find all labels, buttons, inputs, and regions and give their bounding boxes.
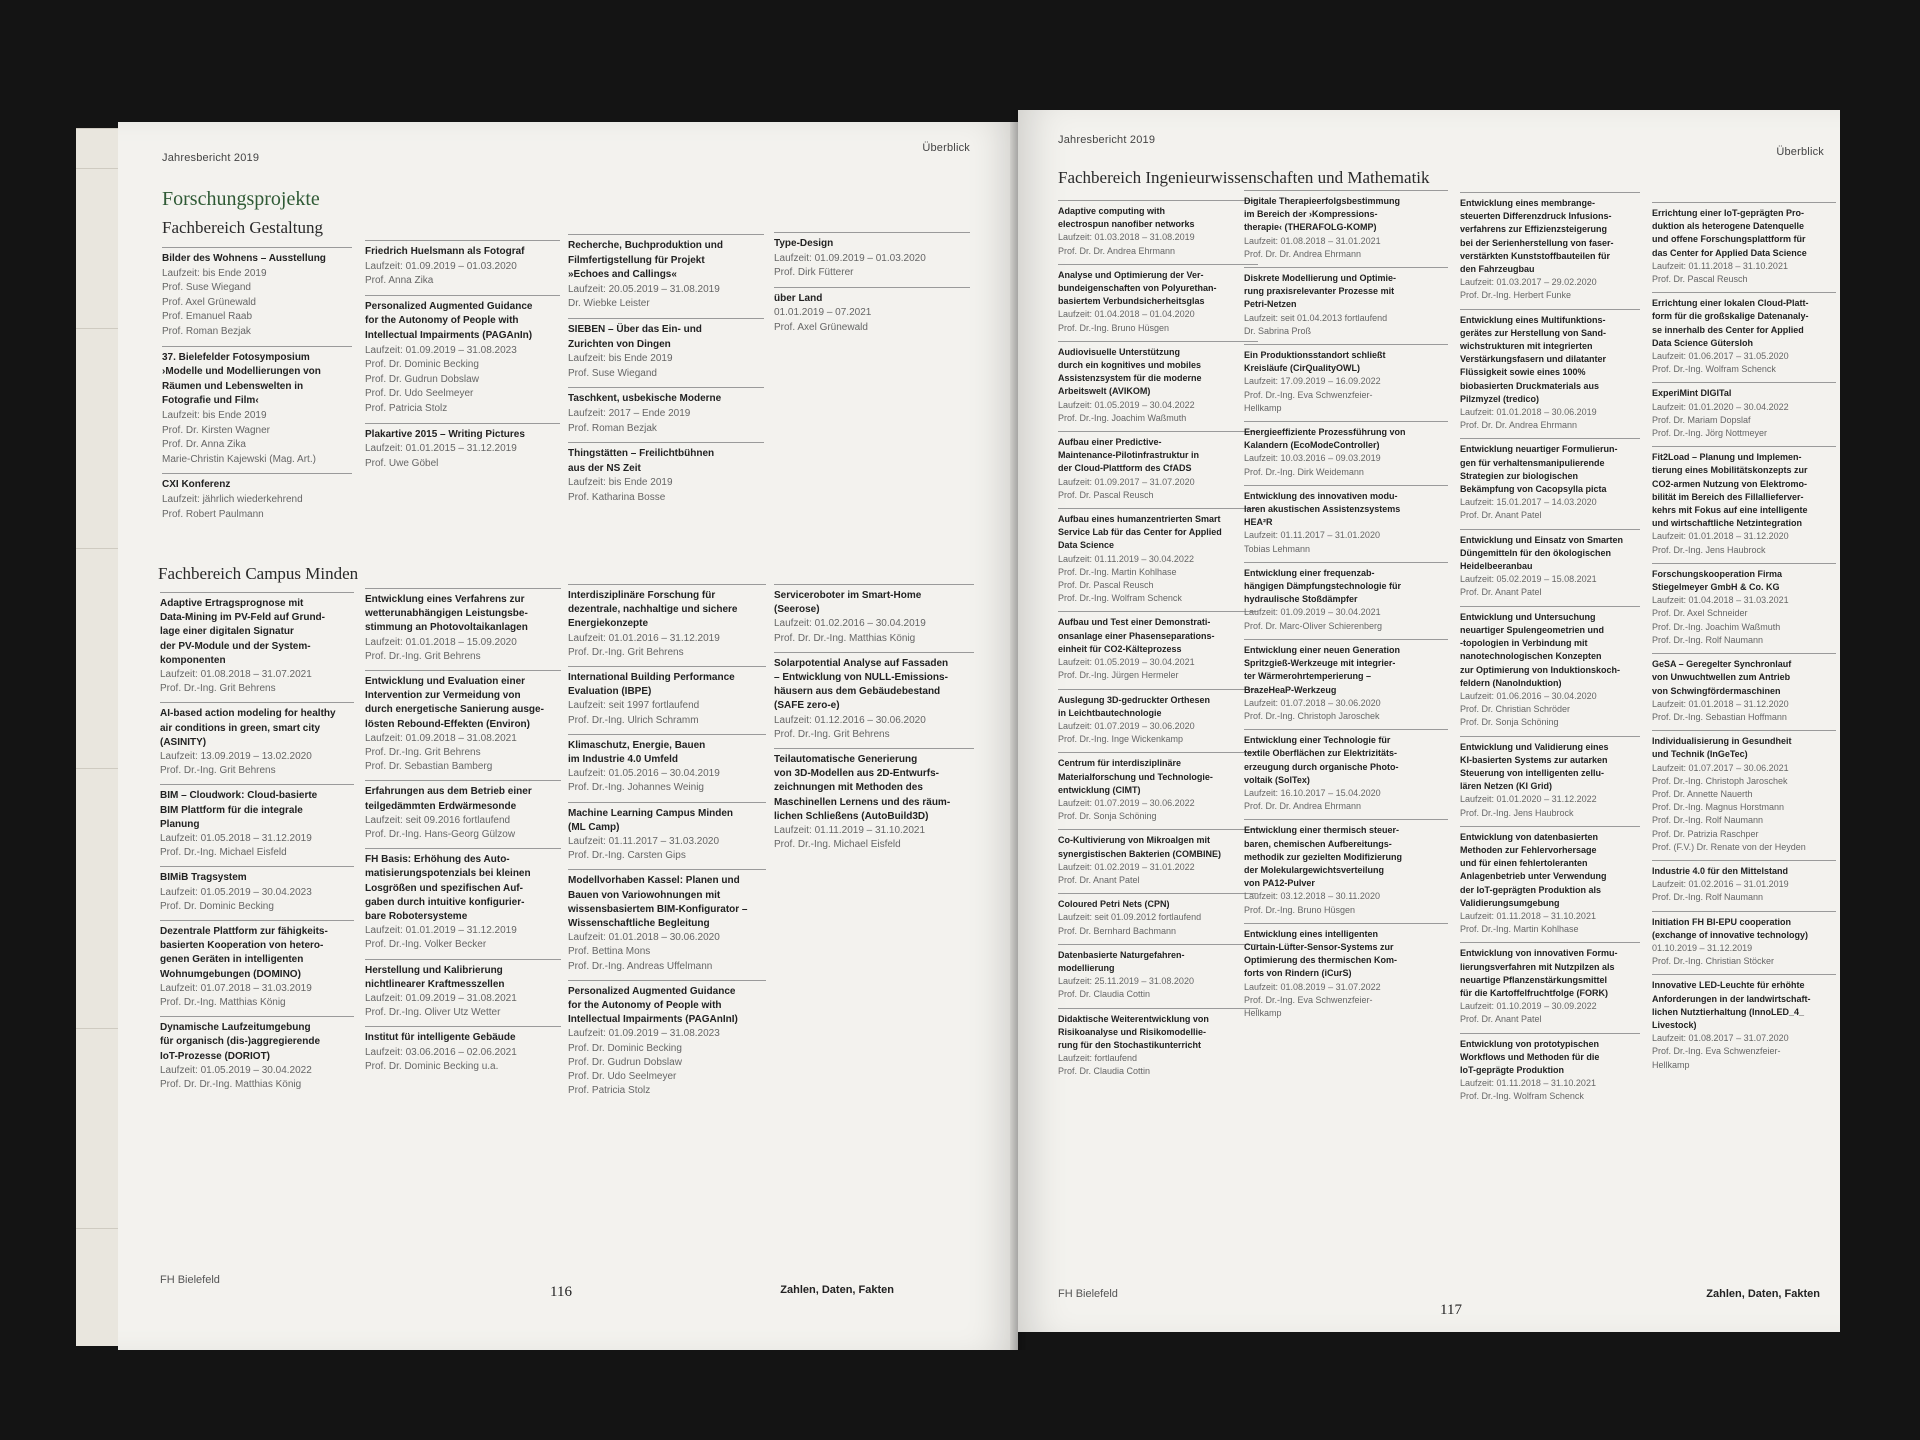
- project-entry: CXI Konferenz Laufzeit: jährlich wiederkehrend Prof. Robert Paulmann: [162, 473, 352, 522]
- project-entry: Entwicklung und Einsatz von Smarten Düngemitteln für den ökologischen Heidelbeeranbau Laufzeit: 05.02.2019 – 15.08.2021 Prof. Dr. Anant Patel: [1460, 529, 1640, 600]
- ing-col-4: [1652, 202, 1836, 1078]
- right-page: [1018, 110, 1840, 1332]
- project-entry: Entwicklung und Untersuchung neuartiger Spulengeometrien und -topologien in Verbindung mit nanotechnologischen Konzepten zur Optimierung von Induktionskoch- feldern (NanoInduktion) Laufzeit: 01.06.2016 – 30.04.2020 Prof. Dr. Christian Schröder Prof. Dr. Sonja Schöning: [1460, 606, 1640, 730]
- project-entry: SIEBEN – Über das Ein- und Zurichten von Dingen Laufzeit: bis Ende 2019 Prof. Suse Wiegand: [568, 318, 764, 381]
- project-entry: Interdisziplinäre Forschung für dezentrale, nachhaltige und sichere Energiekonzepte Laufzeit: 01.01.2016 – 31.12.2019 Prof. Dr.-Ing. Grit Behrens: [568, 584, 766, 660]
- project-entry: Aufbau einer Predictive- Maintenance-Pilotinfrastruktur in der Cloud-Plattform des CfADS Laufzeit: 01.09.2017 – 31.07.2020 Prof. Dr. Pascal Reusch: [1058, 431, 1258, 502]
- project-entry: Coloured Petri Nets (CPN) Laufzeit: seit 01.09.2012 fortlaufend Prof. Dr. Bernhard Bachmann: [1058, 893, 1258, 938]
- ing-col-3: [1460, 192, 1640, 1110]
- project-entry: Aufbau und Test einer Demonstrati- onsanlage einer Phasenseparations- einheit für CO2-Kälteprozess Laufzeit: 01.05.2019 – 30.04.2021 Prof. Dr.-Ing. Jürgen Hermeler: [1058, 611, 1258, 682]
- minden-col-3: [568, 584, 766, 1105]
- ing-col-1: [1058, 200, 1258, 1085]
- project-entry: BIM – Cloudwork: Cloud-basierte BIM Plattform für die integrale Planung Laufzeit: 01.05.2018 – 31.12.2019 Prof. Dr.-Ing. Michael Eisfeld: [160, 784, 354, 860]
- project-entry: Adaptive computing with electrospun nanofiber networks Laufzeit: 01.03.2018 – 31.08.2019 Prof. Dr. Dr. Andrea Ehrmann: [1058, 200, 1258, 258]
- project-entry: Entwicklung eines intelligenten Curtain-Lüfter-Sensor-Systems zur Optimierung des thermischen Kom- forts von Rindern (iCurS) Laufzeit: 01.08.2019 – 31.07.2022 Prof. Dr.-Ing. Eva Schwenzfeier- Hellkamp: [1244, 923, 1448, 1020]
- project-entry: Entwicklung eines Multifunktions- gerätes zur Herstellung von Sand- wichstrukturen mit integrierten Verstärkungsfasern und dilatanter Flüssigkeit sowie eines 100% biobasierten Druckmaterials aus Pilzmyzel (tredico) Laufzeit: 01.01.2018 – 30.06.2019 Prof. Dr. Dr. Andrea Ehrmann: [1460, 309, 1640, 433]
- project-entry: Forschungskooperation Firma Stiegelmeyer GmbH & Co. KG Laufzeit: 01.04.2018 – 31.03.2021 Prof. Dr. Axel Schneider Prof. Dr.-Ing. Joachim Waßmuth Prof. Dr.-Ing. Rolf Naumann: [1652, 563, 1836, 647]
- project-entry: GeSA – Geregelter Synchronlauf von Unwuchtwellen zum Antrieb von Schwingfördermaschinen Laufzeit: 01.01.2018 – 31.12.2020 Prof. Dr.-Ing. Sebastian Hoffmann: [1652, 653, 1836, 724]
- project-entry: Analyse und Optimierung der Ver- bundeigenschaften von Polyurethan- basiertem Verbundsicherheitsglas Laufzeit: 01.04.2018 – 01.04.2020 Prof. Dr.-Ing. Bruno Hüsgen: [1058, 264, 1258, 335]
- header-right: Überblick: [1776, 146, 1824, 158]
- project-entry: Entwicklung neuartiger Formulierun- gen für verhaltensmanipulierende Strategien zur biologischen Bekämpfung von Cacopsylla picta Laufzeit: 15.01.2017 – 14.03.2020 Prof. Dr. Anant Patel: [1460, 438, 1640, 522]
- project-entry: Ein Produktionsstandort schließt Kreisläufe (CirQualityOWL) Laufzeit: 17.09.2019 – 16.09.2022 Prof. Dr.-Ing. Eva Schwenzfeier- Hellkamp: [1244, 344, 1448, 415]
- project-entry: Adaptive Ertragsprognose mit Data-Mining im PV-Feld auf Grund- lage einer digitalen Signatur der PV-Module und der System- komponenten Laufzeit: 01.08.2018 – 31.07.2021 Prof. Dr.-Ing. Grit Behrens: [160, 592, 354, 696]
- project-entry: Machine Learning Campus Minden (ML Camp) Laufzeit: 01.11.2017 – 31.03.2020 Prof. Dr.-Ing. Carsten Gips: [568, 802, 766, 864]
- project-entry: Entwicklung einer thermisch steuer- baren, chemischen Aufbereitungs- methodik zur gezielten Modifizierung der Molekulargewichtsverteilung von PA12-Pulver Laufzeit: 03.12.2018 – 30.11.2020 Prof. Dr.-Ing. Bruno Hüsgen: [1244, 819, 1448, 916]
- page-number: 116: [550, 1284, 572, 1300]
- project-entry: Serviceroboter im Smart-Home (Seerose) Laufzeit: 01.02.2016 – 30.04.2019 Prof. Dr. Dr.-Ing. Matthias König: [774, 584, 974, 646]
- project-entry: Entwicklung und Evaluation einer Intervention zur Vermeidung von durch energetische Sanierung ausge- lösten Rebound-Effekten (Environ) Laufzeit: 01.09.2018 – 31.08.2021 Prof. Dr.-Ing. Grit Behrens Prof. Dr. Sebastian Bamberg: [365, 670, 561, 774]
- project-entry: Erfahrungen aus dem Betrieb einer teilgedämmten Erdwärmesonde Laufzeit: seit 09.2016 fortlaufend Prof. Dr.-Ing. Hans-Georg Gülzow: [365, 780, 561, 842]
- project-entry: Entwicklung einer Technologie für textile Oberflächen zur Elektrizitäts- erzeugung durch organische Photo- voltaik (SolTex) Laufzeit: 16.10.2017 – 15.04.2020 Prof. Dr. Dr. Andrea Ehrmann: [1244, 729, 1448, 813]
- project-entry: International Building Performance Evaluation (IBPE) Laufzeit: seit 1997 fortlaufend Prof. Dr.-Ing. Ulrich Schramm: [568, 666, 766, 728]
- project-entry: Type-Design Laufzeit: 01.09.2019 – 01.03.2020 Prof. Dirk Fütterer: [774, 232, 970, 281]
- project-entry: Institut für intelligente Gebäude Laufzeit: 03.06.2016 – 02.06.2021 Prof. Dr. Dominic Becking u.a.: [365, 1026, 561, 1074]
- gestaltung-col-3: [568, 234, 764, 512]
- project-entry: Aufbau eines humanzentrierten Smart Service Lab für das Center for Applied Data Science Laufzeit: 01.11.2019 – 30.04.2022 Prof. Dr.-Ing. Martin Kohlhase Prof. Dr. Pascal Reusch Prof. Dr.-Ing. Wolfram Schenck: [1058, 508, 1258, 605]
- project-entry: Digitale Therapieerfolgsbestimmung im Bereich der ›Kompressions- therapie‹ (THERAFOLG-KOMP) Laufzeit: 01.08.2018 – 31.01.2021 Prof. Dr. Dr. Andrea Ehrmann: [1244, 190, 1448, 261]
- project-entry: Teilautomatische Generierung von 3D-Modellen aus 2D-Entwurfs- zeichnungen mit Methoden des Maschinellen Lernens und des räum- lichen Schließens (AutoBuild3D) Laufzeit: 01.11.2019 – 31.10.2021 Prof. Dr.-Ing. Michael Eisfeld: [774, 748, 974, 852]
- project-entry: 37. Bielefelder Fotosymposium ›Modelle und Modellierungen von Räumen und Lebenswelten in Fotografie und Film‹ Laufzeit: bis Ende 2019 Prof. Dr. Kirsten Wagner Prof. Dr. Anna Zika Marie-Christin Kajewski (Mag. Art.): [162, 346, 352, 468]
- project-entry: Bilder des Wohnens – Ausstellung Laufzeit: bis Ende 2019 Prof. Suse Wiegand Prof. Axel Grünewald Prof. Emanuel Raab Prof. Roman Bezjak: [162, 247, 352, 340]
- left-page: [118, 122, 1018, 1350]
- project-entry: Entwicklung einer frequenzab- hängigen Dämpfungstechnologie für hydraulische Stoßdämpfer Laufzeit: 01.09.2019 – 30.04.2021 Prof. Dr. Marc-Oliver Schierenberg: [1244, 562, 1448, 633]
- project-entry: Personalized Augmented Guidance for the Autonomy of People with Intellectual Impairments (PAGAnInI) Laufzeit: 01.09.2019 – 31.08.2023 Prof. Dr. Dominic Becking Prof. Dr. Gudrun Dobslaw Prof. Dr. Udo Seelmeyer Prof. Patricia Stolz: [568, 980, 766, 1099]
- header-right: Überblick: [922, 142, 970, 154]
- project-entry: Errichtung einer lokalen Cloud-Platt- form für die großskalige Datenanaly- se innerhalb des Center for Applied Data Science Gütersloh Laufzeit: 01.06.2017 – 31.05.2020 Prof. Dr.-Ing. Wolfram Schenck: [1652, 292, 1836, 376]
- gestaltung-col-2: [365, 240, 560, 477]
- footer-left: FH Bielefeld: [1058, 1288, 1118, 1300]
- footer-right: Zahlen, Daten, Fakten: [780, 1284, 894, 1296]
- section-title: Fachbereich Ingenieurwissenschaften und Mathematik: [1058, 168, 1430, 187]
- project-entry: Individualisierung in Gesundheit und Technik (InGeTec) Laufzeit: 01.07.2017 – 30.06.2021 Prof. Dr.-Ing. Christoph Jaroschek Prof. Dr. Annette Nauerth Prof. Dr.-Ing. Magnus Horstmann Prof. Dr.-Ing. Rolf Naumann Prof. Dr. Patrizia Raschper Prof. (F.V.) Dr. Renate von der Heyden: [1652, 730, 1836, 854]
- project-entry: Initiation FH BI-EPU cooperation (exchange of innovative technology) 01.10.2019 – 31.12.2019 Prof. Dr.-Ing. Christian Stöcker: [1652, 911, 1836, 969]
- header-left: Jahresbericht 2019: [162, 152, 260, 164]
- project-entry: Taschkent, usbekische Moderne Laufzeit: 2017 – Ende 2019 Prof. Roman Bezjak: [568, 387, 764, 436]
- project-entry: Audiovisuelle Unterstützung durch ein kognitives und mobiles Assistenzsystem für die moderne Arbeitswelt (AVIKOM) Laufzeit: 01.05.2019 – 30.04.2022 Prof. Dr.-Ing. Joachim Waßmuth: [1058, 341, 1258, 425]
- gestaltung-col-1: [162, 247, 352, 528]
- footer-right: Zahlen, Daten, Fakten: [1706, 1288, 1820, 1300]
- footer-left: FH Bielefeld: [160, 1274, 220, 1286]
- project-entry: Plakartive 2015 – Writing Pictures Laufzeit: 01.01.2015 – 31.12.2019 Prof. Uwe Göbel: [365, 423, 560, 472]
- section-title: Forschungsprojekte: [162, 188, 320, 210]
- project-entry: Didaktische Weiterentwicklung von Risikoanalyse und Risikomodellie- rung für den Stochastikunterricht Laufzeit: fortlaufend Prof. Dr. Claudia Cottin: [1058, 1008, 1258, 1079]
- project-entry: Fit2Load – Planung und Implemen- tierung eines Mobilitätskonzepts zur CO2-armen Nutzung von Elektromo- bilität im Bereich des Fillallieferver- kehrs mit Fokus auf eine intelligente und wirtschaftliche Netzintegration Laufzeit: 01.01.2018 – 31.12.2020 Prof. Dr.-Ing. Jens Haubrock: [1652, 446, 1836, 557]
- project-entry: Klimaschutz, Energie, Bauen im Industrie 4.0 Umfeld Laufzeit: 01.05.2016 – 30.04.2019 Prof. Dr.-Ing. Johannes Weinig: [568, 734, 766, 796]
- minden-col-2: [365, 588, 561, 1080]
- project-entry: Co-Kultivierung von Mikroalgen mit synergistischen Bakterien (COMBINE) Laufzeit: 01.02.2019 – 31.01.2022 Prof. Dr. Anant Patel: [1058, 829, 1258, 887]
- project-entry: Dezentrale Plattform zur fähigkeits- basierten Kooperation von hetero- genen Geräten in intelligenten Wohnumgebungen (DOMINO) Laufzeit: 01.07.2018 – 31.03.2019 Prof. Dr.-Ing. Matthias König: [160, 920, 354, 1010]
- project-entry: Modellvorhaben Kassel: Planen und Bauen von Variowohnungen mit wissensbasiertem BIM-Konfigurator – Wissenschaftliche Begleitung Laufzeit: 01.01.2018 – 30.06.2020 Prof. Bettina Mons Prof. Dr.-Ing. Andreas Uffelmann: [568, 869, 766, 973]
- project-entry: Innovative LED-Leuchte für erhöhte Anforderungen in der landwirtschaft- lichen Nutztierhaltung (InnoLED_4_ Livestock) Laufzeit: 01.08.2017 – 31.07.2020 Prof. Dr.-Ing. Eva Schwenzfeier- Hellkamp: [1652, 974, 1836, 1071]
- project-entry: BIMiB Tragsystem Laufzeit: 01.05.2019 – 30.04.2023 Prof. Dr. Dominic Becking: [160, 866, 354, 914]
- project-entry: Personalized Augmented Guidance for the Autonomy of People with Intellectual Impairments (PAGAnIn) Laufzeit: 01.09.2019 – 31.08.2023 Prof. Dr. Dominic Becking Prof. Dr. Gudrun Dobslaw Prof. Dr. Udo Seelmeyer Prof. Patricia Stolz: [365, 295, 560, 417]
- project-entry: AI-based action modeling for healthy air conditions in green, smart city (ASINITY) Laufzeit: 13.09.2019 – 13.02.2020 Prof. Dr.-Ing. Grit Behrens: [160, 702, 354, 778]
- page-number: 117: [1440, 1302, 1462, 1318]
- project-entry: Industrie 4.0 für den Mittelstand Laufzeit: 01.02.2016 – 31.01.2019 Prof. Dr.-Ing. Rolf Naumann: [1652, 860, 1836, 905]
- minden-col-4: [774, 584, 974, 858]
- ing-col-2: [1244, 190, 1448, 1026]
- project-entry: Dynamische Laufzeitumgebung für organisch (dis-)aggregierende IoT-Prozesse (DORIOT) Laufzeit: 01.05.2019 – 30.04.2022 Prof. Dr. Dr.-Ing. Matthias König: [160, 1016, 354, 1092]
- section-subtitle-minden: Fachbereich Campus Minden: [158, 564, 359, 583]
- project-entry: Friedrich Huelsmann als Fotograf Laufzeit: 01.09.2019 – 01.03.2020 Prof. Anna Zika: [365, 240, 560, 289]
- project-entry: Herstellung und Kalibrierung nichtlinearer Kraftmesszellen Laufzeit: 01.09.2019 – 31.08.2021 Prof. Dr.-Ing. Oliver Utz Wetter: [365, 959, 561, 1021]
- project-entry: Thingstätten – Freilichtbühnen aus der NS Zeit Laufzeit: bis Ende 2019 Prof. Katharina Bosse: [568, 442, 764, 505]
- project-entry: FH Basis: Erhöhung des Auto- matisierungspotenzials bei kleinen Losgrößen und spezifischen Auf- gaben durch intuitive konfigurier- bare Robotersysteme Laufzeit: 01.01.2019 – 31.12.2019 Prof. Dr.-Ing. Volker Becker: [365, 848, 561, 952]
- project-entry: Solarpotential Analyse auf Fassaden – Entwicklung von NULL-Emissions- häusern aus dem Gebäudebestand (SAFE zero-e) Laufzeit: 01.12.2016 – 30.06.2020 Prof. Dr.-Ing. Grit Behrens: [774, 652, 974, 742]
- project-entry: Recherche, Buchproduktion und Filmfertigstellung für Projekt »Echoes and Callings« Laufzeit: 20.05.2019 – 31.08.2019 Dr. Wiebke Leister: [568, 234, 764, 312]
- project-entry: Entwicklung und Validierung eines KI-basierten Systems zur autarken Steuerung von intelligenten zellu- lären Netzen (KI Grid) Laufzeit: 01.01.2020 – 31.12.2022 Prof. Dr.-Ing. Jens Haubrock: [1460, 736, 1640, 820]
- project-entry: Auslegung 3D-gedruckter Orthesen in Leichtbautechnologie Laufzeit: 01.07.2019 – 30.06.2020 Prof. Dr.-Ing. Inge Wickenkamp: [1058, 689, 1258, 747]
- project-entry: Entwicklung von innovativen Formu- lierungsverfahren mit Nutzpilzen als neuartige Pflanzenstärkungsmittel für die Kartoffelfruchtfolge (FORK) Laufzeit: 01.10.2019 – 30.09.2022 Prof. Dr. Anant Patel: [1460, 942, 1640, 1026]
- project-entry: Entwicklung von datenbasierten Methoden zur Fehlervorhersage und für einen fehlertoleranten Anlagenbetrieb unter Verwendung der IoT-geprägten Produktion als Validierungsumgebung Laufzeit: 01.11.2018 – 31.10.2021 Prof. Dr.-Ing. Martin Kohlhase: [1460, 826, 1640, 937]
- project-entry: Entwicklung eines Verfahrens zur wetterunabhängigen Leistungsbe- stimmung an Photovoltaikanlagen Laufzeit: 01.01.2018 – 15.09.2020 Prof. Dr.-Ing. Grit Behrens: [365, 588, 561, 664]
- section-subtitle-gestaltung: Fachbereich Gestaltung: [162, 218, 323, 237]
- header-left: Jahresbericht 2019: [1058, 134, 1156, 146]
- project-entry: Diskrete Modellierung und Optimie- rung praxisrelevanter Prozesse mit Petri-Netzen Laufzeit: seit 01.04.2013 fortlaufend Dr. Sabrina Proß: [1244, 267, 1448, 338]
- project-entry: Datenbasierte Naturgefahren- modellierung Laufzeit: 25.11.2019 – 31.08.2020 Prof. Dr. Claudia Cottin: [1058, 944, 1258, 1002]
- project-entry: Centrum für interdisziplinäre Materialforschung und Technologie- entwicklung (CIMT) Laufzeit: 01.07.2019 – 30.06.2022 Prof. Dr. Sonja Schöning: [1058, 752, 1258, 823]
- project-entry: Entwicklung von prototypischen Workflows und Methoden für die IoT-geprägte Produktion Laufzeit: 01.11.2018 – 31.10.2021 Prof. Dr.-Ing. Wolfram Schenck: [1460, 1033, 1640, 1104]
- project-entry: Entwicklung eines membrange- steuerten Differenzdruck Infusions- verfahrens zur Effizienzsteigerung bei der Serienherstellung von faser- verstärkten Kunststoffbauteilen für den Fahrzeugbau Laufzeit: 01.03.2017 – 29.02.2020 Prof. Dr.-Ing. Herbert Funke: [1460, 192, 1640, 303]
- project-entry: Energieeffiziente Prozessführung von Kalandern (EcoModeController) Laufzeit: 10.03.2016 – 09.03.2019 Prof. Dr.-Ing. Dirk Weidemann: [1244, 421, 1448, 479]
- project-entry: Errichtung einer IoT-geprägten Pro- duktion als heterogene Datenquelle und offene Forschungsplattform für das Center for Applied Data Science Laufzeit: 01.11.2018 – 31.10.2021 Prof. Dr. Pascal Reusch: [1652, 202, 1836, 286]
- project-entry: über Land 01.01.2019 – 07.2021 Prof. Axel Grünewald: [774, 287, 970, 336]
- project-entry: ExperiMint DIGITal Laufzeit: 01.01.2020 – 30.04.2022 Prof. Dr. Mariam Dopslaf Prof. Dr.-Ing. Jörg Nottmeyer: [1652, 382, 1836, 440]
- project-entry: Entwicklung des innovativen modu- laren akustischen Assistenzsystems HEA²R Laufzeit: 01.11.2017 – 31.01.2020 Tobias Lehmann: [1244, 485, 1448, 556]
- minden-col-1: [160, 592, 354, 1098]
- gestaltung-col-4: [774, 232, 970, 342]
- project-entry: Entwicklung einer neuen Generation Spritzgieß-Werkzeuge mit integrier- ter Wärmerohrtemperierung – BrazeHeaP-Werkzeug Laufzeit: 01.07.2018 – 30.06.2020 Prof. Dr.-Ing. Christoph Jaroschek: [1244, 639, 1448, 723]
